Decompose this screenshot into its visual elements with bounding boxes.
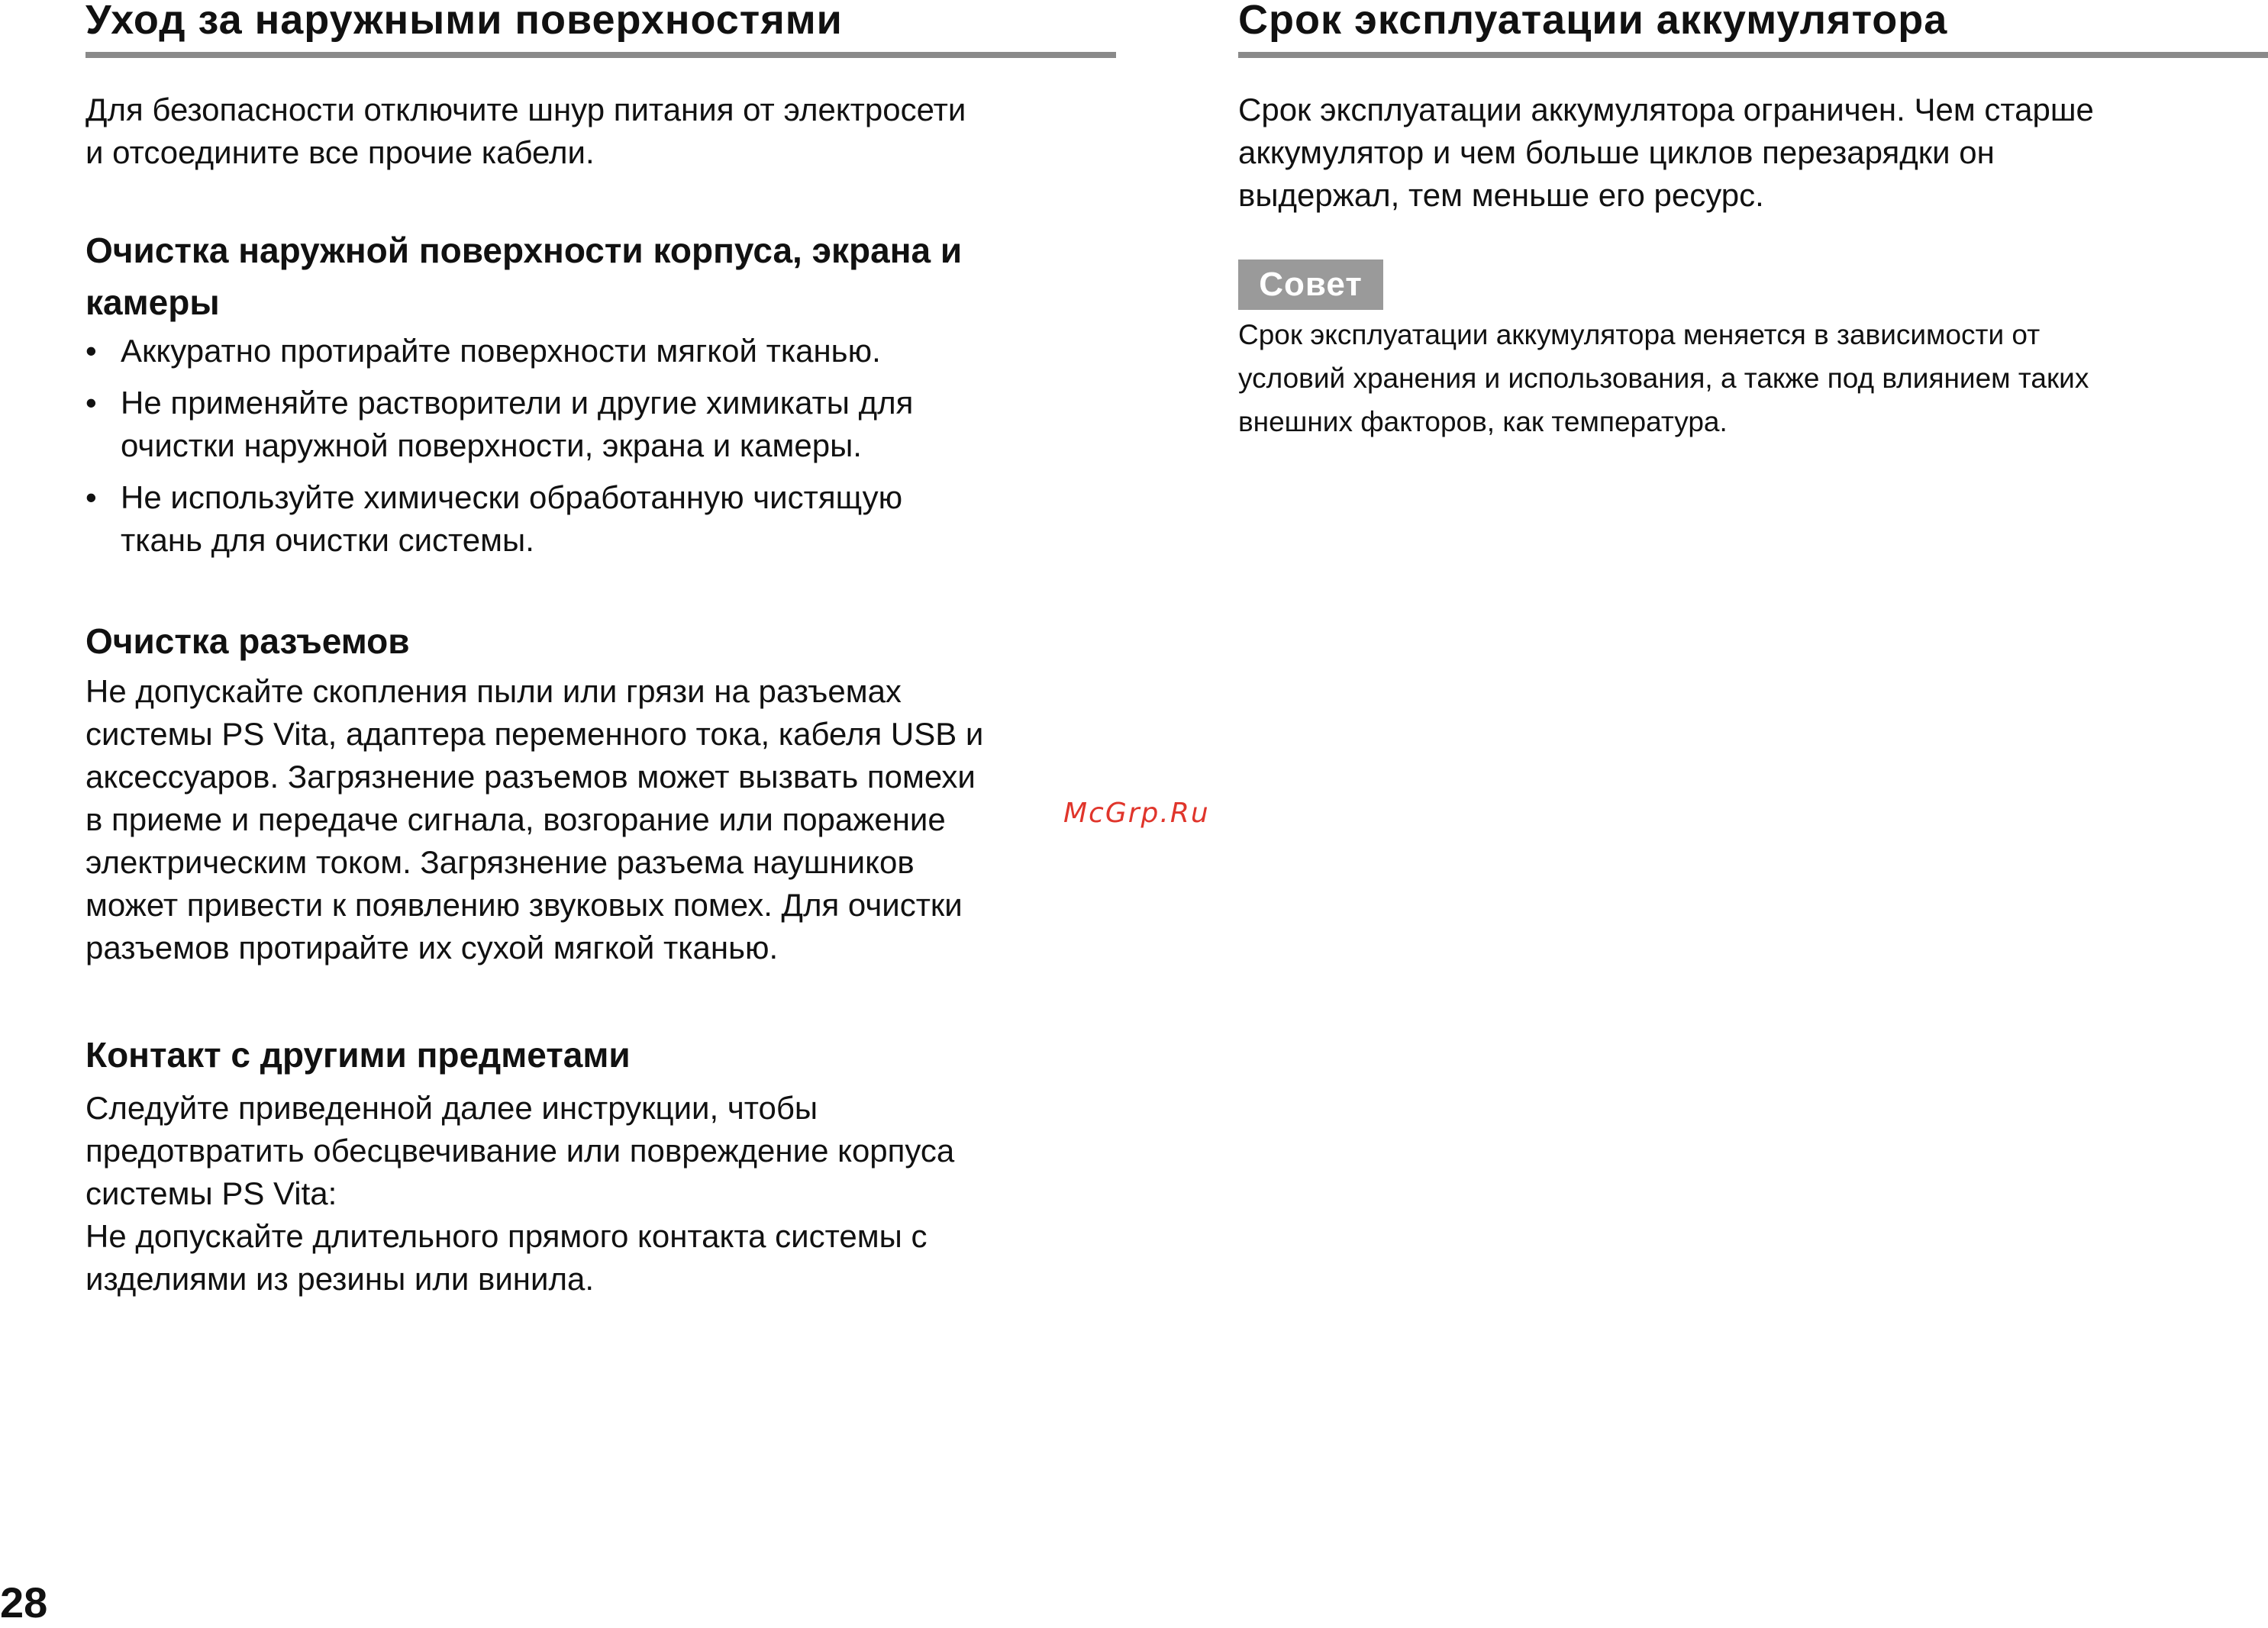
paragraph-line: Срок эксплуатации аккумулятора ограничен. Чем старше <box>1238 92 2094 127</box>
paragraph-line: электрическим током. Загрязнение разъема наушников <box>85 844 915 880</box>
cleaning-case-bullets <box>85 330 1116 571</box>
bullet-icon: • <box>85 385 97 421</box>
subheading-line: камеры <box>85 282 220 322</box>
list-item <box>85 330 1116 372</box>
paragraph-line: выдержал, тем меньше его ресурс. <box>1238 177 1764 213</box>
paragraph-line: аксессуаров. Загрязнение разъемов может вызвать помехи <box>85 759 976 795</box>
bullet-icon: • <box>85 479 97 515</box>
right-column <box>1238 0 2268 437</box>
tip-line: условий хранения и использования, а также под влиянием таких <box>1238 363 2089 394</box>
watermark: McGrp.Ru <box>1063 798 1210 829</box>
subheading-contact: Контакт с другими предметами <box>85 1035 631 1075</box>
bullet-icon: • <box>85 333 97 369</box>
list-item-text: Аккуратно протирайте поверхности мягкой тканью. <box>121 333 881 369</box>
subheading-cleaning-case <box>85 224 962 328</box>
paragraph-line: может привести к появлению звуковых помех. Для очистки <box>85 887 963 923</box>
paragraph-line: Не допускайте скопления пыли или грязи на разъемах <box>85 673 902 709</box>
tip-line: внешних факторов, как температура. <box>1238 406 1728 437</box>
tip-line: Срок эксплуатации аккумулятора меняется в зависимости от <box>1238 319 2041 350</box>
paragraph-line: разъемов протирайте их сухой мягкой тканью. <box>85 930 779 966</box>
battery-paragraph <box>1238 89 2094 217</box>
tip-badge: Совет <box>1238 260 1383 310</box>
paragraph-line: аккумулятор и чем больше циклов перезарядки он <box>1238 134 1995 170</box>
paragraph-line: системы PS Vita, адаптера переменного тока, кабеля USB и <box>85 716 984 752</box>
intro-paragraph <box>85 89 966 174</box>
section-title-exterior-care: Уход за наружными поверхностями <box>85 0 1116 58</box>
page-number: 28 <box>0 1578 48 1626</box>
intro-line: Для безопасности отключите шнур питания от электросети <box>85 92 966 127</box>
subheading-line: Очистка наружной поверхности корпуса, экрана и <box>85 230 963 270</box>
paragraph-line: системы PS Vita: <box>85 1175 337 1211</box>
paragraph-line: изделиями из резины или винила. <box>85 1261 594 1297</box>
list-item <box>85 476 1116 562</box>
list-item-text: очистки наружной поверхности, экрана и камеры. <box>121 427 862 463</box>
list-item-text: Не используйте химически обработанную чистящую <box>121 479 903 515</box>
intro-line: и отсоедините все прочие кабели. <box>85 134 595 170</box>
list-item-text: Не применяйте растворители и другие химикаты для <box>121 385 914 421</box>
connectors-paragraph <box>85 670 983 969</box>
left-column <box>85 0 1116 1297</box>
paragraph-line: Следуйте приведенной далее инструкции, чтобы <box>85 1090 818 1126</box>
contact-paragraph <box>85 1087 954 1301</box>
section-title-battery-life: Срок эксплуатации аккумулятора <box>1238 0 2268 58</box>
list-item <box>85 382 1116 467</box>
tip-text <box>1238 313 2268 443</box>
paragraph-line: предотвратить обесцвечивание или повреждение корпуса <box>85 1133 955 1169</box>
list-item-text: ткань для очистки системы. <box>121 522 534 558</box>
subheading-cleaning-connectors: Очистка разъемов <box>85 621 410 661</box>
paragraph-line: Не допускайте длительного прямого контакта системы с <box>85 1218 928 1254</box>
paragraph-line: в приеме и передаче сигнала, возгорание или поражение <box>85 801 946 837</box>
